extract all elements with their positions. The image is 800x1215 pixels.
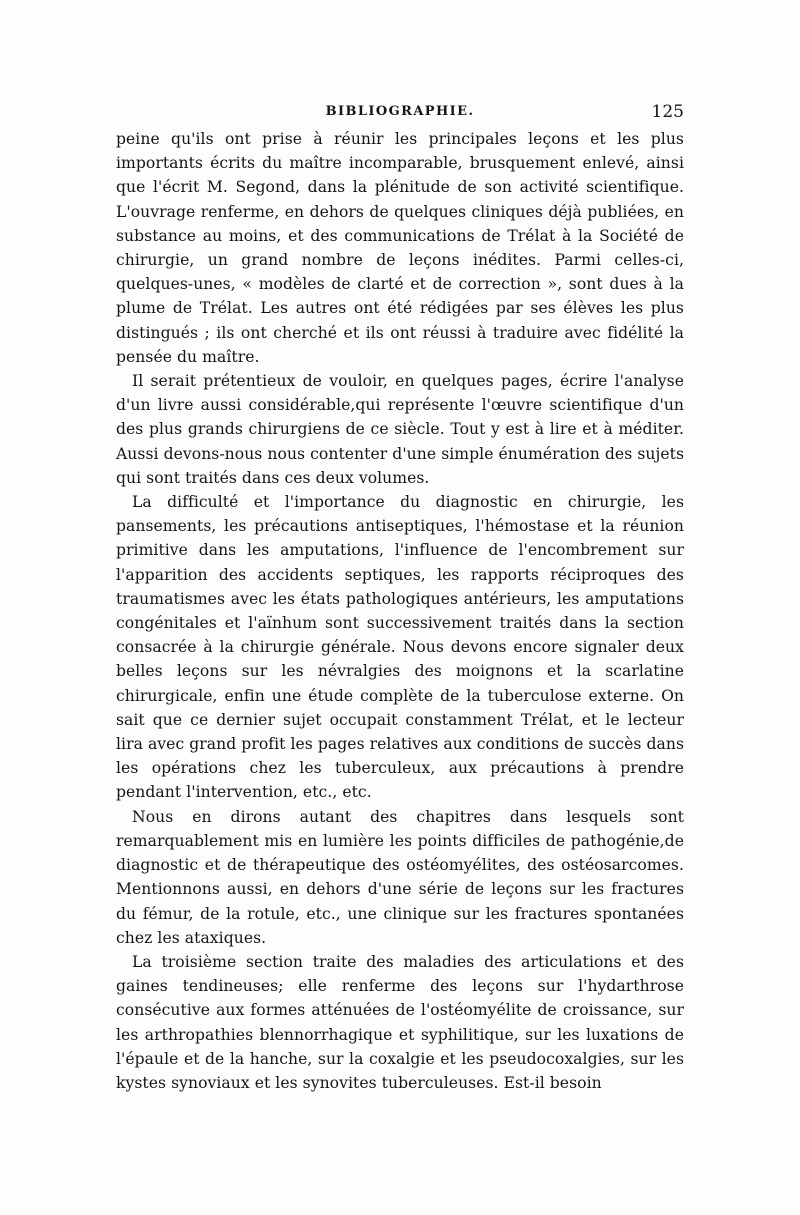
paragraph: La troisième section traite des maladies des articulations et des gaines tendineuses; elle renferme des leçons sur l'hydarthrose consécutive aux formes atténuées de l'ostéomyélite de croissance, sur les arthropathies blennorrhagique et syphilitique, sur les luxations de l'épaule et de la hanche, sur la coxalgie et les pseudocoxalgies, sur les kystes synoviaux et les synovites tuberculeuses. Est-il besoin (116, 952, 684, 1092)
paragraph: La difficulté et l'importance du diagnostic en chirurgie, les pansements, les précautions antiseptiques, l'hémostase et la réunion primitive dans les amputations, l'influence de l'encombrement sur l'apparition des accidents septiques, les rapports réciproques des traumatismes avec les états pathologiques antérieurs, les amputations congénitales et l'aïnhum sont successivement traités dans la section consacrée à la chirurgie générale. Nous devons encore signaler deux belles leçons sur les névralgies des moignons et la scarlatine chirurgicale, enfin une étude complète de la tuberculose externe. On sait que ce dernier sujet occupait constamment Trélat, et le lecteur lira avec grand profit les pages relatives aux conditions de succès dans les opérations chez les tuberculeux, aux précautions à prendre pendant l'intervention, etc., etc. (116, 493, 684, 802)
paragraph-continued: peine qu'ils ont prise à réunir les principales leçons et les plus importants écrits du maître incomparable, brusquement enlevé, ainsi que l'écrit M. Segond, dans la plénitude de son activité scientifique. L'ouvrage renferme, en dehors de quelques cliniques déjà publiées, en substance au moins, et des communications de Trélat à la Société de chirurgie, un grand nombre de leçons inédites. Parmi celles-ci, quelques-unes, « modèles de clarté et de correction », sont dues à la plume de Trélat. Les autres ont été rédigées par ses élèves les plus distingués ; ils ont cherché et ils ont réussi à traduire avec fidélité la pensée du maître. (116, 130, 684, 366)
paragraph: Il serait prétentieux de vouloir, en quelques pages, écrire l'analyse d'un livre aussi considérable,qui représente l'œuvre scientifique d'un des plus grands chirurgiens de ce siècle. Tout y est à lire et à méditer. Aussi devons-nous nous contenter d'une simple énumération des sujets qui sont traités dans ces deux volumes. (116, 372, 684, 487)
page-number: 125 (651, 102, 684, 122)
paragraph: Nous en dirons autant des chapitres dans lesquels sont remarquablement mis en lumière les points difficiles de pathogénie,de diagnostic et de thérapeutique des ostéomyélites, des ostéosarcomes. Mentionnons aussi, en dehors d'une série de leçons sur les fractures du fémur, de la rotule, etc., une clinique sur les fractures spontanées chez les ataxiques. (116, 807, 684, 947)
running-title: BIBLIOGRAPHIE. (325, 104, 475, 119)
running-head (116, 100, 684, 124)
body-text (116, 127, 684, 1095)
